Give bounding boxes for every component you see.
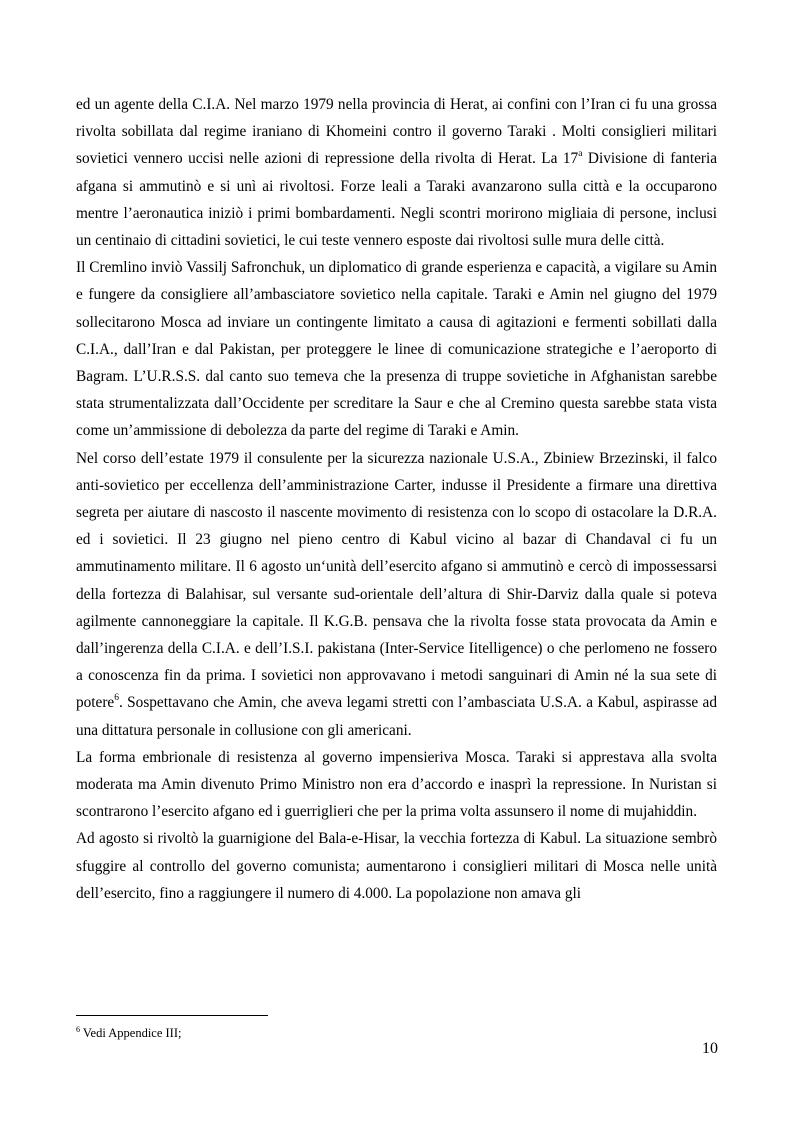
superscript-a: a	[578, 149, 583, 160]
paragraph-1	[76, 91, 717, 254]
paragraph-5: Ad agosto si rivoltò la guarnigione del Bala-e-Hisar, la vecchia fortezza di Kabul. La situazione sembrò sfuggire al controllo del governo comunista; aumentarono i consiglieri militari di Mosca nelle unità dell’esercito, fino a raggiungere il numero di 4.000. La popolazione non amava gli	[76, 830, 717, 902]
paragraph-3-text-a: Nel corso dell’estate 1979 il consulente per la sicurezza nazionale U.S.A., Zbiniew Brzezinski, il falco anti-sovietico per eccellenza dell’amministrazione Carter, indusse il Presidente a firmare una direttiva segreta per aiutare di nascosto il nascente movimento di resistenza con lo scopo di ostacolare la D.R.A. ed i sovietici. Il 23 giugno nel pieno centro di Kabul vicino al bazar di Chandaval ci fu un ammutinamento militare. Il 6 agosto un‘unità dell’esercito afgano si ammutinò e cercò di impossessarsi della fortezza di Balahisar, sul versante sud-orientale dell’altura di Shir-Darviz dalla quale si poteva agilmente cannoneggiare la capitale. Il K.G.B. pensava che la rivolta fosse stata provocata da Amin e dall’ingerenza della C.I.A. e dell’I.S.I. pakistana (Inter-Service Iitelligence) o che perlomeno ne fossero a conoscenza fin da prima. I sovietici non approvavano i metodi sanguinari di Amin né la sua sete di potere	[76, 449, 717, 712]
paragraph-3	[76, 445, 717, 744]
paragraph-4: La forma embrionale di resistenza al governo impensieriva Mosca. Taraki si apprestava alla svolta moderata ma Amin divenuto Primo Ministro non era d’accordo e inasprì la repressione. In Nuristan si scontrarono l’esercito afgano ed i guerriglieri che per la prima volta assunsero il nome di mujahiddin.	[76, 748, 717, 821]
footnote-number: 6	[76, 1025, 80, 1034]
paragraph-3-text-b: . Sospettavano che Amin, che aveva legami stretti con l’ambasciata U.S.A. a Kabul, aspirasse ad una dittatura personale in collusione con gli americani.	[76, 694, 717, 739]
footnote-separator	[76, 1015, 268, 1016]
page-number: 10	[702, 1040, 718, 1057]
paragraph-1-text-b: Divisione di fanteria afgana si ammutinò e si unì ai rivoltosi. Forze leali a Taraki avanzarono sulla città e la occuparono mentre l’aeronautica iniziò i primi bombardamenti. Negli scontri morirono migliaia di persone, inclusi un centinaio di cittadini sovietici, le cui teste vennero esposte dai rivoltosi sulle mura delle città.	[76, 150, 718, 250]
footnote-reference[interactable]: 6	[114, 693, 119, 704]
body-text	[76, 91, 717, 907]
footnote-text: Vedi Appendice III;	[80, 1026, 182, 1040]
paragraph-1-text-a: ed un agente della C.I.A. Nel marzo 1979 nella provincia di Herat, ai confini con l’Iran ci fu una grossa rivolta sobillata dal regime iraniano di Khomeini contro il governo Taraki . Molti consiglieri militari sovietici vennero uccisi nelle azioni di repressione della rivolta di Herat. La 17	[76, 96, 717, 168]
paragraph-2: Il Cremlino inviò Vassilj Safronchuk, un diplomatico di grande esperienza e capacità, a vigilare su Amin e fungere da consigliere all’ambasciatore sovietico nella capitale. Taraki e Amin nel giugno del 1979 sollecitarono Mosca ad inviare un contingente limitato a causa di agitazioni e fermenti sobillati dalla C.I.A., dall’Iran e dal Pakistan, per proteggere le linee di comunicazione strategiche e l’aeroporto di Bagram. L’U.R.S.S. dal canto suo temeva che la presenza di truppe sovietiche in Afghanistan sarebbe stata strumentalizzata dall’Occidente per screditare la Saur e che al Cremino questa sarebbe stata vista come un’ammissione di debolezza da parte del regime di Taraki e Amin.	[76, 259, 717, 440]
footnote	[76, 1025, 181, 1041]
